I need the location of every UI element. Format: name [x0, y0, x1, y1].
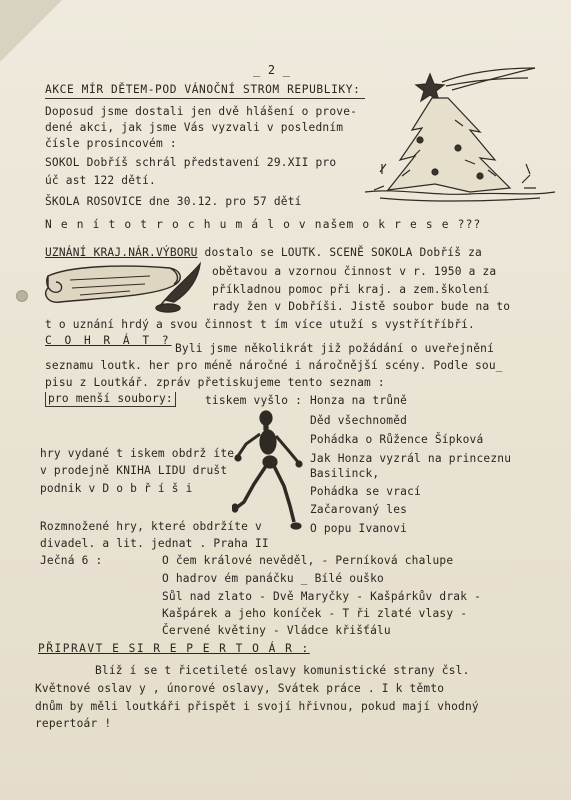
play-title: Pohádka o Růžence Šípková	[310, 433, 484, 446]
uznani-heading: UZNÁNÍ KRAJ.NÁR.VÝBORU	[45, 246, 198, 259]
left-note-line: podnik v D o b ř í š i	[40, 482, 193, 495]
pripravte-heading: PŘIPRAVT E SI R E P E R T O Á R :	[38, 642, 310, 655]
co-hrat-heading: C O H R Á T ?	[45, 334, 172, 347]
akce-line: Doposud jsme dostali jen dvě hlášení o prove-	[45, 105, 358, 118]
akce-question: N e n í t o t r o c h u m á l o v našem o k r e s e ???	[45, 218, 482, 231]
akce-line: čísle prosincovém :	[45, 137, 177, 150]
akce-line: ŠKOLA ROSOVICE dne 30.12. pro 57 dětí	[45, 195, 302, 208]
play-title: Děd všechnoměd	[310, 414, 408, 427]
play-title: Začarovaný les	[310, 503, 408, 516]
punch-hole	[16, 290, 28, 302]
play-list-line: Sůl nad zlato - Dvě Maryčky - Kašpárkův drak -	[162, 590, 482, 603]
akce-line: SOKOL Dobříš schrál představení 29.XII pro	[45, 156, 337, 169]
rozmnozene-line: Rozmnožené hry, které obdržíte v	[40, 520, 262, 533]
uznani-line-rest: dostalo se LOUTK. SCENĚ SOKOLA Dobříš za	[197, 246, 482, 259]
rozmnozene-line: Ječná 6 :	[40, 554, 103, 567]
uznani-line: rady žen v Dobříši. Jistě soubor bude na to	[212, 300, 511, 313]
play-list-line: O čem králové nevěděl, - Perníková chalupe	[162, 554, 454, 567]
pripravte-line: dnům by měli loutkáři přispět i svojí hřivnou, pokud mají vhodný	[35, 700, 479, 713]
akce-title: AKCE MÍR DĚTEM-POD VÁNOČNÍ STROM REPUBLIKY:	[45, 83, 361, 96]
folded-corner	[0, 0, 62, 62]
play-title: Pohádka se vrací	[310, 485, 421, 498]
play-list-line: O hadrov ém panáčku _ Bílé ouško	[162, 572, 384, 585]
christmas-tree-illustration	[360, 60, 560, 210]
akce-line: dené akci, jak jsme Vás vyzvali v posledním	[45, 121, 344, 134]
play-title: Honza na trůně	[310, 394, 408, 407]
scroll-and-quill-illustration	[40, 258, 205, 316]
co-hrat-line: pisu z Loutkář. zpráv přetiskujeme tento seznam :	[45, 376, 385, 389]
play-list-line: Kašpárek a jeho koníček - T ři zlaté vlasy -	[162, 607, 468, 620]
pripravte-line: repertoár !	[35, 717, 112, 730]
tiskem-label: tiskem vyšlo :	[205, 394, 303, 407]
play-list-line: Červené květiny - Vládce křišťálu	[162, 624, 391, 637]
uznani-line: t o uznání hrdý a svou činnost t ím více utuží s vystřítříbří.	[45, 318, 475, 331]
rozmnozene-line: divadel. a lit. jednat . Praha II	[40, 537, 269, 550]
play-title: Basilinck,	[310, 467, 380, 480]
left-note-line: v prodejně KNIHA LIDU društ	[40, 464, 228, 477]
puppet-illustration	[232, 408, 312, 533]
play-title: O popu Ivanovi	[310, 522, 408, 535]
pripravte-line: Květnové oslav y , únorové oslavy, Svátek práce . I k těmto	[35, 682, 445, 695]
uznani-line: příkladnou pomoc při kraj. a zem.školení	[212, 283, 490, 296]
page-number: _ 2 _	[253, 63, 291, 77]
play-title: Jak Honza vyzrál na princeznu	[310, 452, 512, 465]
uznani-line: obětavou a vzornou činnost v r. 1950 a za	[212, 265, 497, 278]
left-note-line: hry vydané t iskem obdrž íte	[40, 447, 235, 460]
co-hrat-line: seznamu loutk. her pro méně náročné i náročnější scény. Podle sou_	[45, 359, 503, 372]
co-hrat-line: Byli jsme několikrát již požádání o uveřejnění	[175, 342, 495, 355]
akce-line: úč ast 122 dětí.	[45, 174, 156, 187]
pripravte-line: Blíž í se t řicetileté oslavy komunistické strany čsl.	[95, 664, 470, 677]
small-ensembles-label: pro menší soubory:	[45, 392, 176, 407]
